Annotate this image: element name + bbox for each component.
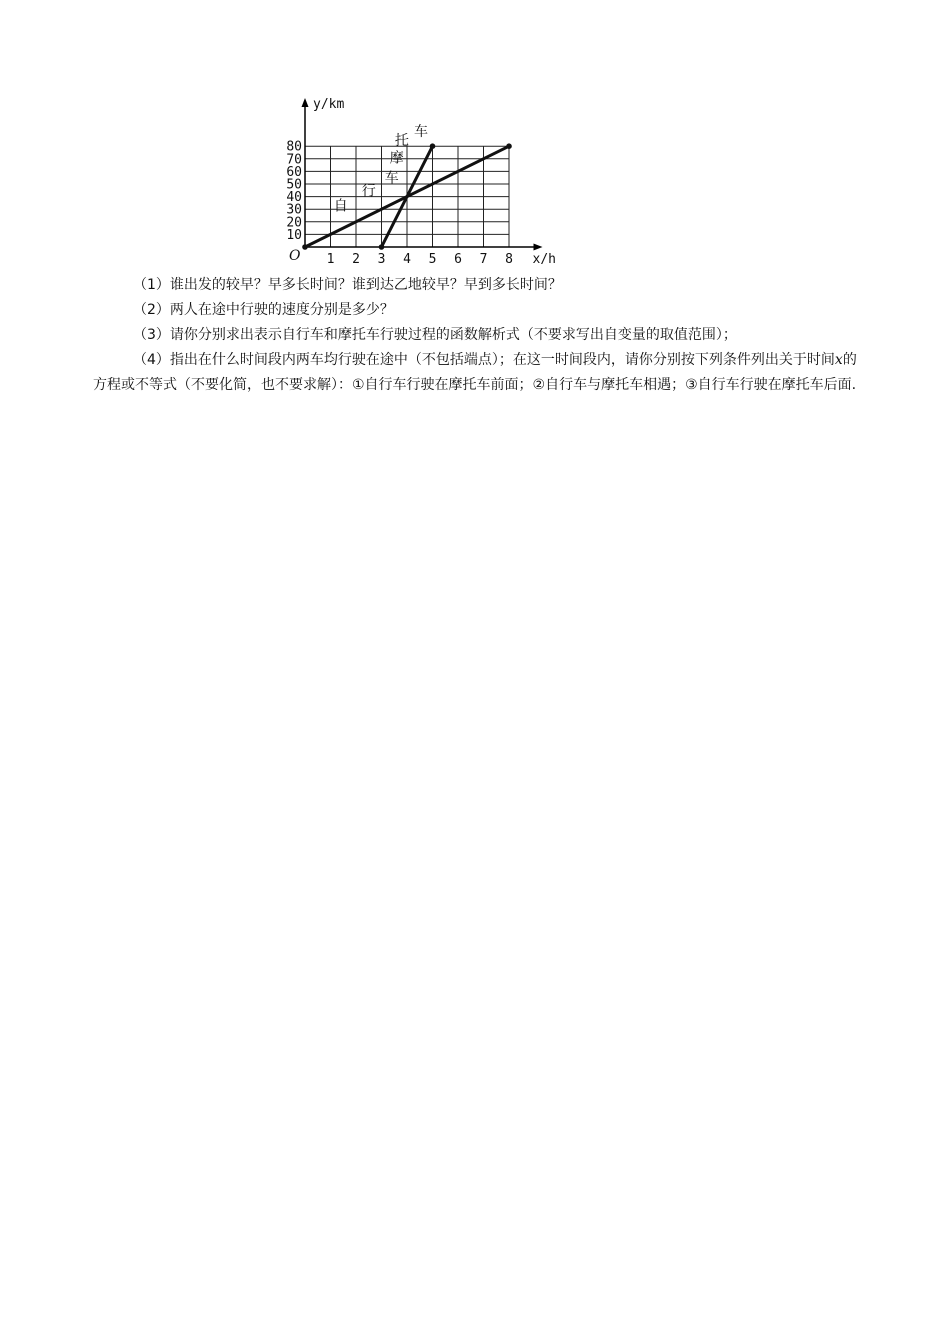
- data-point: [506, 143, 512, 149]
- origin-label: O: [289, 248, 301, 264]
- question-3: （3）请你分别求出表示自行车和摩托车行驶过程的函数解析式（不要求写出自变量的取值范围）；: [133, 327, 737, 343]
- x-tick-label: 3: [377, 252, 386, 267]
- x-axis-label: x/h: [532, 252, 556, 267]
- x-tick-label: 2: [352, 252, 360, 267]
- x-tick-label: 1: [326, 252, 335, 267]
- y-tick-label: 30: [286, 202, 302, 218]
- data-point: [379, 244, 385, 250]
- y-tick-label: 40: [286, 190, 302, 206]
- question-list: [93, 273, 863, 398]
- distance-time-chart: [280, 92, 556, 272]
- y-tick-label: 70: [286, 152, 302, 168]
- data-point: [302, 244, 308, 250]
- question-2: （2）两人在途中行驶的速度分别是多少？: [133, 302, 394, 318]
- question-1: （1）谁出发的较早？早多长时间？谁到达乙地较早？早到多长时间？: [133, 277, 562, 293]
- question-4-variable: x: [834, 352, 843, 368]
- series-label-char: 自: [333, 198, 348, 215]
- x-tick-label: 7: [479, 252, 488, 267]
- y-tick-label: 60: [286, 164, 302, 180]
- series-label-char: 行: [361, 183, 376, 200]
- data-point: [430, 143, 436, 149]
- series-label-char: 托: [394, 132, 409, 149]
- y-axis-label: y/km: [313, 97, 345, 112]
- question-4: [93, 348, 863, 398]
- y-tick-label: 80: [286, 139, 302, 155]
- y-tick-label: 20: [286, 215, 302, 231]
- y-tick-label: 10: [286, 227, 302, 243]
- question-4-part-b: 的方程或不等式（不要化简，也不要求解）：①自行车行驶在摩托车前面；②自行车与摩托车相遇；③自行车行驶在摩托车后面.: [93, 352, 857, 393]
- x-tick-label: 6: [454, 252, 462, 267]
- x-tick-label: 8: [505, 252, 513, 267]
- y-tick-label: 50: [286, 177, 302, 193]
- x-axis-arrow: [534, 244, 543, 251]
- x-tick-label: 4: [403, 252, 411, 267]
- x-tick-label: 5: [428, 252, 437, 267]
- y-axis-arrow: [302, 98, 309, 107]
- series-label-char: 车: [384, 170, 399, 187]
- series-label-char: 车: [414, 124, 429, 141]
- question-4-part-a: （4）指出在什么时间段内两车均行驶在途中（不包括端点）；在这一时间段内，请你分别按下列条件列出关于时间: [133, 352, 835, 368]
- series-label-char: 摩: [389, 150, 404, 167]
